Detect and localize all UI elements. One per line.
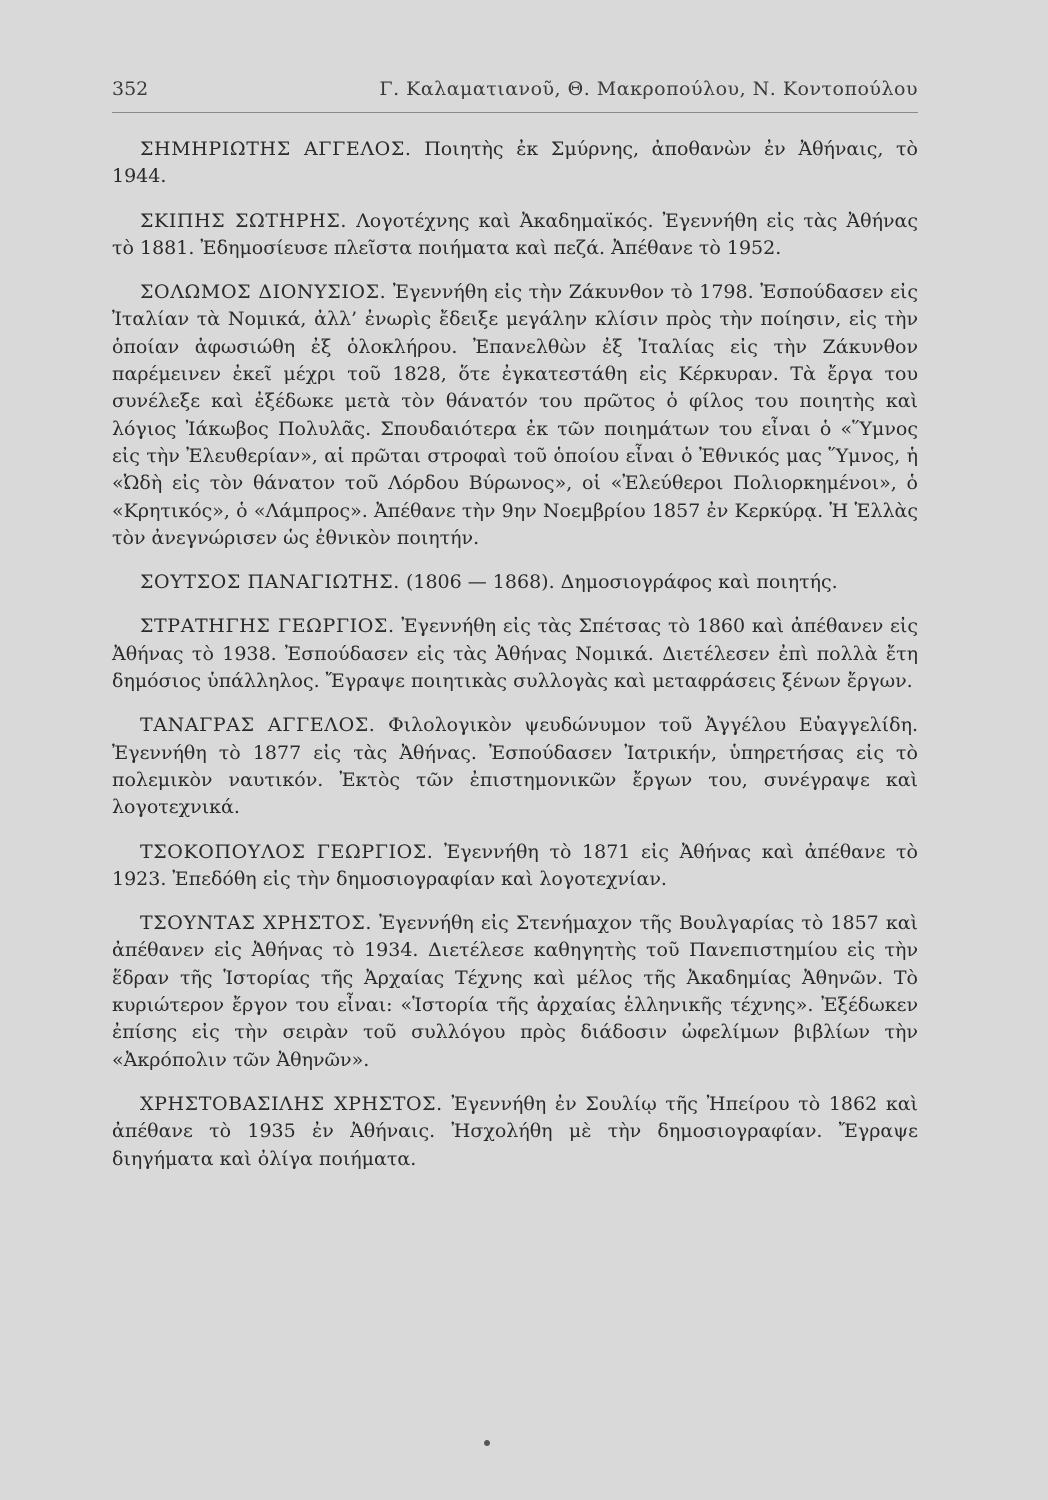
entry-tsokopoulos <box>112 839 918 894</box>
entry-text: Ἐγεννήθη τὸ 1871 εἰς Ἀθήνας καὶ ἀπέθανε τὸ 1923. Ἐπεδόθη εἰς τὴν δημοσιογραφίαν καὶ λογοτεχνίαν. <box>112 840 918 890</box>
entry-name: ΣΚΙΠΗΣ ΣΩΤΗΡΗΣ. <box>140 209 348 232</box>
entry-name: ΣΗΜΗΡΙΩΤΗΣ ΑΓΓΕΛΟΣ. <box>140 138 412 160</box>
entry-tanagras <box>112 712 918 821</box>
entry-skipis <box>112 208 918 263</box>
entry-tsountas <box>112 910 918 1074</box>
page-number: 352 <box>112 78 149 100</box>
entry-text: Ποιητὴς ἐκ Σμύρνης, ἀποθανὼν ἐν Ἀθήναις, τὸ 1944. <box>112 138 918 188</box>
biography-entries <box>112 136 918 1190</box>
running-head <box>112 78 918 108</box>
entry-stratigis <box>112 613 918 695</box>
entry-name: ΤΣΟΚΟΠΟΥΛΟΣ ΓΕΩΡΓΙΟΣ. <box>140 840 434 863</box>
entry-solomos <box>112 279 918 552</box>
entry-christovasilis <box>112 1091 918 1173</box>
entry-name: ΣΟΥΤΣΟΣ ΠΑΝΑΓΙΩΤΗΣ. <box>140 571 400 594</box>
print-speck <box>484 1440 490 1446</box>
entry-text: Λογοτέχνης καὶ Ἀκαδημαϊκός. Ἐγεννήθη εἰς τὰς Ἀθήνας τὸ 1881. Ἐδημοσίευσε πλεῖστα ποιήματα καὶ πεζά. Ἀπέθανε τὸ 1952. <box>112 209 918 259</box>
entry-text: Ἐγεννήθη εἰς τὰς Σπέτσας τὸ 1860 καὶ ἀπέθανεν εἰς Ἀθήνας τὸ 1938. Ἐσπούδασεν εἰς τὰς Ἀθήνας Νομικά. Διετέλεσεν ἐπὶ πολλὰ ἔτη δημόσιος ὑπάλληλος. Ἔγραψε ποιητικὰς συλλογὰς καὶ μεταφράσεις ξένων ἔργων. <box>112 615 918 693</box>
entry-name: ΤΣΟΥΝΤΑΣ ΧΡΗΣΤΟΣ. <box>140 912 372 935</box>
running-title: Γ. Καλαματιανοῦ, Θ. Μακροπούλου, Ν. Κοντοπούλου <box>379 78 918 100</box>
entry-text: Φιλολογικὸν ψευδώνυμον τοῦ Ἀγγέλου Εὐαγγελίδη. Ἐγεννήθη τὸ 1877 εἰς τὰς Ἀθήνας. Ἐσπούδασεν Ἰατρικήν, ὑπηρετήσας εἰς τὸ πολεμικὸν ναυτικόν. Ἐκτὸς τῶν ἐπιστημονικῶν ἔργων του, συνέγραψε καὶ λογοτεχνικά. <box>112 714 918 819</box>
entry-name: ΧΡΗΣΤΟΒΑΣΙΛΗΣ ΧΡΗΣΤΟΣ. <box>140 1092 443 1115</box>
entry-name: ΣΤΡΑΤΗΓΗΣ ΓΕΩΡΓΙΟΣ. <box>140 615 395 638</box>
entry-simiriotis <box>112 136 918 191</box>
header-rule <box>112 112 918 113</box>
entry-name: ΣΟΛΩΜΟΣ ΔΙΟΝΥΣΙΟΣ. <box>140 281 387 304</box>
entry-text: Ἐγεννήθη εἰς Στενήμαχον τῆς Βουλγαρίας τὸ 1857 καὶ ἀπέθανεν εἰς Ἀθήνας τὸ 1934. Διετέλεσε καθηγητὴς τοῦ Πανεπιστημίου εἰς τὴν ἕδραν τῆς Ἱστορίας τῆς Ἀρχαίας Τέχνης καὶ μέλος τῆς Ἀκαδημίας Ἀθηνῶν. Τὸ κυριώτερον ἔργον του εἶναι: «Ἱστορία τῆς ἀρχαίας ἑλληνικῆς τέχνης». Ἐξέδωκεν ἐπίσης εἰς τὴν σειρὰν τοῦ συλλόγου πρὸς διάδοσιν ὠφελίμων βιβλίων τὴν «Ἀκρόπολιν τῶν Ἀθηνῶν». <box>112 912 918 1071</box>
entry-text: Ἐγεννήθη εἰς τὴν Ζάκυνθον τὸ 1798. Ἐσπούδασεν εἰς Ἰταλίαν τὰ Νομικά, ἀλλ’ ἐνωρὶς ἔδειξε μεγάλην κλίσιν πρὸς τὴν ποίησιν, εἰς τὴν ὁποίαν ἀφωσιώθη ἐξ ὁλοκλήρου. Ἐπανελθὼν ἐξ Ἰταλίας εἰς τὴν Ζάκυνθον παρέμεινεν ἐκεῖ μέχρι τοῦ 1828, ὅτε ἐγκατεστάθη εἰς Κέρκυραν. Τὰ ἔργα του συνέλεξε καὶ ἐξέδωκε μετὰ τὸν θάνατόν του πρῶτος ὁ φίλος του ποιητὴς καὶ λόγιος Ἰάκωβος Πολυλᾶς. Σπουδαιότερα ἐκ τῶν ποιημάτων του εἶναι ὁ «Ὕμνος εἰς τὴν Ἐλευθερίαν», αἱ πρῶται στροφαὶ τοῦ ὁποίου εἶναι ὁ Ἐθνικός μας Ὕμνος, ἡ «Ὠδὴ εἰς τὸν θάνατον τοῦ Λόρδου Βύρωνος», οἱ «Ἐλεύθεροι Πολιορκημένοι», ὁ «Κρητικός», ὁ «Λάμπρος». Ἀπέθανε τὴν 9ην Νοεμβρίου 1857 ἐν Κερκύρᾳ. Ἡ Ἑλλὰς τὸν ἀνεγνώρισεν ὡς ἐθνικὸν ποιητήν. <box>112 281 918 549</box>
entry-text: (1806 — 1868). Δημοσιογράφος καὶ ποιητής. <box>405 571 838 594</box>
entry-soutsos <box>112 569 918 596</box>
entry-name: ΤΑΝΑΓΡΑΣ ΑΓΓΕΛΟΣ. <box>140 714 376 737</box>
entry-text: Ἐγεννήθη ἐν Σουλίῳ τῆς Ἠπείρου τὸ 1862 καὶ ἀπέθανε τὸ 1935 ἐν Ἀθήναις. Ἠσχολήθη μὲ τὴν δημοσιογραφίαν. Ἔγραψε διηγήματα καὶ ὀλίγα ποιήματα. <box>112 1092 919 1170</box>
